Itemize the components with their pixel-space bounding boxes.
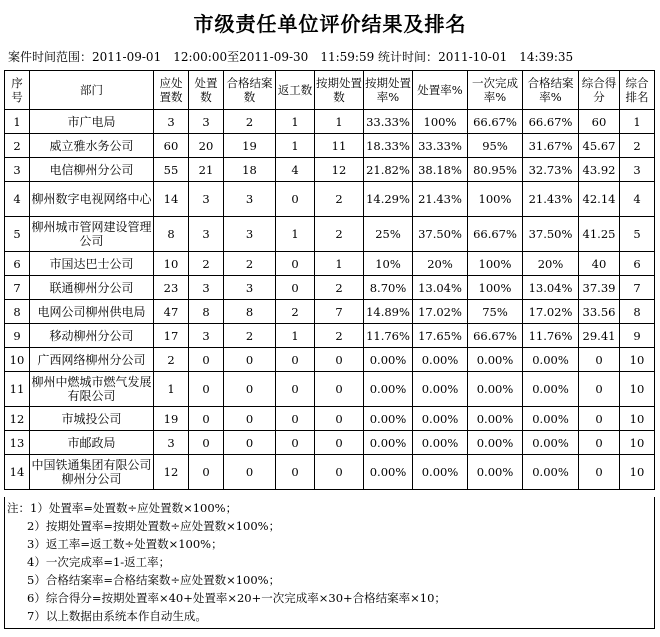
cell-rank: 10 <box>620 372 655 407</box>
cell-handle-rate: 100% <box>413 110 468 134</box>
cell-qualified-count: 8 <box>224 300 276 324</box>
cell-rank: 3 <box>620 158 655 182</box>
cell-rank: 1 <box>620 110 655 134</box>
report-title: 市级责任单位评价结果及排名 <box>193 12 467 36</box>
cell-first-rate: 75% <box>468 300 523 324</box>
cell-ontime: 0 <box>315 407 364 431</box>
cell-due: 1 <box>154 372 189 407</box>
cell-handled: 3 <box>189 182 224 217</box>
cell-rank: 8 <box>620 300 655 324</box>
cell-dept: 电网公司柳州供电局 <box>30 300 154 324</box>
table-row <box>5 182 655 217</box>
cell-ontime: 0 <box>315 431 364 455</box>
cell-dept: 中国铁通集团有限公司柳州分公司 <box>30 455 154 490</box>
cell-handle-rate: 20% <box>413 252 468 276</box>
cell-dept: 联通柳州分公司 <box>30 276 154 300</box>
cell-handled: 0 <box>189 372 224 407</box>
cell-rework: 0 <box>276 431 315 455</box>
cell-first-rate: 100% <box>468 252 523 276</box>
cell-ontime-rate: 18.33% <box>364 134 413 158</box>
table-row <box>5 431 655 455</box>
cell-score: 0 <box>579 431 620 455</box>
header-ontime: 按期处置数 <box>315 71 364 110</box>
cell-qualified-count: 2 <box>224 252 276 276</box>
cell-ontime-rate: 21.82% <box>364 158 413 182</box>
cell-score: 0 <box>579 455 620 490</box>
cell-rank: 7 <box>620 276 655 300</box>
cell-qualified-count: 0 <box>224 455 276 490</box>
cell-first-rate: 66.67% <box>468 324 523 348</box>
cell-ontime-rate: 0.00% <box>364 431 413 455</box>
cell-rank: 2 <box>620 134 655 158</box>
case-range-start: 2011-09-01 12:00:00 <box>92 50 228 64</box>
cell-handled: 20 <box>189 134 224 158</box>
cell-dept: 电信柳州分公司 <box>30 158 154 182</box>
notes-prefix: 注： <box>7 501 30 515</box>
cell-score: 37.39 <box>579 276 620 300</box>
cell-rework: 0 <box>276 372 315 407</box>
note-line: 7）以上数据由系统本作自动生成。 <box>27 609 207 623</box>
cell-qualified-rate: 31.67% <box>523 134 579 158</box>
cell-qualified-rate: 37.50% <box>523 217 579 252</box>
cell-due: 12 <box>154 455 189 490</box>
table-row <box>5 348 655 372</box>
table-row <box>5 217 655 252</box>
cell-qualified-rate: 13.04% <box>523 276 579 300</box>
cell-score: 45.67 <box>579 134 620 158</box>
cell-first-rate: 0.00% <box>468 348 523 372</box>
cell-rework: 0 <box>276 407 315 431</box>
table-row <box>5 276 655 300</box>
cell-handled: 0 <box>189 407 224 431</box>
table-row <box>5 110 655 134</box>
cell-ontime-rate: 0.00% <box>364 455 413 490</box>
cell-seq: 3 <box>5 158 30 182</box>
cell-ontime-rate: 11.76% <box>364 324 413 348</box>
cell-handled: 0 <box>189 348 224 372</box>
cell-qualified-rate: 0.00% <box>523 407 579 431</box>
cell-rework: 1 <box>276 134 315 158</box>
report-meta <box>8 48 658 65</box>
cell-seq: 1 <box>5 110 30 134</box>
cell-qualified-rate: 0.00% <box>523 431 579 455</box>
cell-due: 23 <box>154 276 189 300</box>
header-score: 综合得分 <box>579 71 620 110</box>
cell-score: 0 <box>579 348 620 372</box>
cell-qualified-rate: 17.02% <box>523 300 579 324</box>
cell-rework: 1 <box>276 217 315 252</box>
note-line <box>7 499 654 517</box>
cell-qualified-count: 2 <box>224 110 276 134</box>
cell-due: 60 <box>154 134 189 158</box>
cell-rank: 9 <box>620 324 655 348</box>
cell-handled: 3 <box>189 217 224 252</box>
cell-due: 10 <box>154 252 189 276</box>
cell-rank: 10 <box>620 407 655 431</box>
cell-handle-rate: 38.18% <box>413 158 468 182</box>
cell-first-rate: 0.00% <box>468 407 523 431</box>
cell-score: 40 <box>579 252 620 276</box>
cell-rework: 0 <box>276 348 315 372</box>
cell-ontime: 1 <box>315 252 364 276</box>
cell-due: 2 <box>154 348 189 372</box>
header-qualified-rate: 合格结案率% <box>523 71 579 110</box>
table-row <box>5 407 655 431</box>
cell-dept: 柳州中燃城市燃气发展有限公司 <box>30 372 154 407</box>
cell-rework: 0 <box>276 276 315 300</box>
cell-ontime-rate: 10% <box>364 252 413 276</box>
cell-qualified-rate: 66.67% <box>523 110 579 134</box>
cell-ontime: 2 <box>315 324 364 348</box>
cell-seq: 10 <box>5 348 30 372</box>
cell-handle-rate: 0.00% <box>413 455 468 490</box>
stat-time: 2011-10-01 14:39:35 <box>438 50 574 64</box>
cell-rework: 1 <box>276 110 315 134</box>
header-rework: 返工数 <box>276 71 315 110</box>
cell-dept: 广西网络柳州分公司 <box>30 348 154 372</box>
cell-handled: 0 <box>189 455 224 490</box>
cell-handled: 21 <box>189 158 224 182</box>
cell-due: 3 <box>154 431 189 455</box>
cell-ontime-rate: 0.00% <box>364 407 413 431</box>
cell-qualified-count: 19 <box>224 134 276 158</box>
cell-dept: 市国达巴士公司 <box>30 252 154 276</box>
cell-rank: 6 <box>620 252 655 276</box>
cell-due: 8 <box>154 217 189 252</box>
case-range-end: 2011-09-30 11:59:59 <box>239 50 375 64</box>
cell-dept: 移动柳州分公司 <box>30 324 154 348</box>
cell-handled: 0 <box>189 431 224 455</box>
cell-rework: 2 <box>276 300 315 324</box>
table-row <box>5 455 655 490</box>
header-due: 应处置数 <box>154 71 189 110</box>
cell-handle-rate: 0.00% <box>413 372 468 407</box>
cell-seq: 13 <box>5 431 30 455</box>
cell-rank: 10 <box>620 348 655 372</box>
notes-section <box>4 497 655 629</box>
table-row <box>5 158 655 182</box>
header-handle-rate: 处置率% <box>413 71 468 110</box>
cell-qualified-rate: 32.73% <box>523 158 579 182</box>
cell-rank: 4 <box>620 182 655 217</box>
cell-handle-rate: 0.00% <box>413 348 468 372</box>
header-ontime-rate: 按期处置率% <box>364 71 413 110</box>
cell-first-rate: 0.00% <box>468 431 523 455</box>
cell-due: 19 <box>154 407 189 431</box>
cell-first-rate: 80.95% <box>468 158 523 182</box>
cell-due: 14 <box>154 182 189 217</box>
cell-first-rate: 66.67% <box>468 110 523 134</box>
cell-ontime: 2 <box>315 217 364 252</box>
cell-score: 42.14 <box>579 182 620 217</box>
cell-dept: 市邮政局 <box>30 431 154 455</box>
cell-due: 55 <box>154 158 189 182</box>
cell-due: 3 <box>154 110 189 134</box>
cell-dept: 柳州城市管网建设管理公司 <box>30 217 154 252</box>
note-line: 6）综合得分=按期处置率×40+处置率×20+一次完成率×30+合格结案率×10； <box>27 591 446 605</box>
header-qualified-count: 合格结案数 <box>224 71 276 110</box>
table-header-row <box>5 71 655 110</box>
cell-ontime-rate: 8.70% <box>364 276 413 300</box>
table-row <box>5 134 655 158</box>
cell-handled: 8 <box>189 300 224 324</box>
cell-dept: 市广电局 <box>30 110 154 134</box>
cell-qualified-count: 0 <box>224 372 276 407</box>
cell-due: 47 <box>154 300 189 324</box>
cell-first-rate: 100% <box>468 276 523 300</box>
table-row <box>5 372 655 407</box>
cell-ontime-rate: 0.00% <box>364 372 413 407</box>
cell-handle-rate: 17.02% <box>413 300 468 324</box>
note-text: 1）处置率=处置数÷应处置数×100%； <box>30 501 238 515</box>
cell-handle-rate: 33.33% <box>413 134 468 158</box>
cell-ontime: 11 <box>315 134 364 158</box>
cell-score: 33.56 <box>579 300 620 324</box>
cell-ontime: 2 <box>315 276 364 300</box>
cell-first-rate: 66.67% <box>468 217 523 252</box>
cell-rank: 10 <box>620 431 655 455</box>
cell-score: 43.92 <box>579 158 620 182</box>
cell-ontime: 7 <box>315 300 364 324</box>
case-range-label: 案件时间范围： <box>8 50 93 64</box>
cell-qualified-count: 0 <box>224 407 276 431</box>
cell-ontime-rate: 14.89% <box>364 300 413 324</box>
cell-ontime: 0 <box>315 455 364 490</box>
cell-rank: 10 <box>620 455 655 490</box>
note-line: 3）返工率=返工数÷处置数×100%； <box>27 537 223 551</box>
cell-seq: 4 <box>5 182 30 217</box>
cell-seq: 12 <box>5 407 30 431</box>
header-rank: 综合排名 <box>620 71 655 110</box>
note-line: 4）一次完成率=1-返工率； <box>27 555 171 569</box>
table-row <box>5 252 655 276</box>
evaluation-table <box>4 70 655 490</box>
cell-handle-rate: 37.50% <box>413 217 468 252</box>
cell-ontime-rate: 33.33% <box>364 110 413 134</box>
table-row <box>5 300 655 324</box>
cell-first-rate: 100% <box>468 182 523 217</box>
cell-ontime: 0 <box>315 372 364 407</box>
cell-dept: 市城投公司 <box>30 407 154 431</box>
cell-handle-rate: 17.65% <box>413 324 468 348</box>
cell-due: 17 <box>154 324 189 348</box>
cell-handled: 2 <box>189 252 224 276</box>
cell-qualified-count: 0 <box>224 431 276 455</box>
cell-score: 0 <box>579 407 620 431</box>
cell-handled: 3 <box>189 276 224 300</box>
cell-rework: 0 <box>276 455 315 490</box>
cell-qualified-count: 3 <box>224 276 276 300</box>
header-dept: 部门 <box>30 71 154 110</box>
note-line: 5）合格结案率=合格结案数÷应处置数×100%； <box>27 573 281 587</box>
cell-qualified-count: 18 <box>224 158 276 182</box>
cell-rework: 0 <box>276 182 315 217</box>
cell-seq: 6 <box>5 252 30 276</box>
cell-handle-rate: 13.04% <box>413 276 468 300</box>
cell-qualified-rate: 21.43% <box>523 182 579 217</box>
cell-ontime: 0 <box>315 348 364 372</box>
cell-seq: 11 <box>5 372 30 407</box>
cell-qualified-count: 3 <box>224 182 276 217</box>
cell-rework: 4 <box>276 158 315 182</box>
cell-qualified-count: 3 <box>224 217 276 252</box>
cell-seq: 8 <box>5 300 30 324</box>
cell-seq: 9 <box>5 324 30 348</box>
cell-ontime: 2 <box>315 182 364 217</box>
cell-qualified-rate: 20% <box>523 252 579 276</box>
cell-handle-rate: 0.00% <box>413 431 468 455</box>
cell-ontime-rate: 0.00% <box>364 348 413 372</box>
header-seq: 序号 <box>5 71 30 110</box>
note-line: 2）按期处置率=按期处置数÷应处置数×100%； <box>27 519 281 533</box>
cell-first-rate: 0.00% <box>468 455 523 490</box>
cell-handle-rate: 21.43% <box>413 182 468 217</box>
cell-handle-rate: 0.00% <box>413 407 468 431</box>
cell-seq: 7 <box>5 276 30 300</box>
cell-ontime-rate: 14.29% <box>364 182 413 217</box>
cell-dept: 威立雅水务公司 <box>30 134 154 158</box>
cell-seq: 5 <box>5 217 30 252</box>
stat-time-label: 统计时间： <box>378 50 439 64</box>
cell-rework: 0 <box>276 252 315 276</box>
cell-seq: 2 <box>5 134 30 158</box>
cell-ontime: 1 <box>315 110 364 134</box>
cell-qualified-rate: 11.76% <box>523 324 579 348</box>
cell-qualified-rate: 0.00% <box>523 372 579 407</box>
cell-dept: 柳州数字电视网络中心 <box>30 182 154 217</box>
cell-qualified-rate: 0.00% <box>523 348 579 372</box>
cell-handled: 3 <box>189 110 224 134</box>
cell-ontime: 12 <box>315 158 364 182</box>
cell-qualified-count: 2 <box>224 324 276 348</box>
cell-score: 0 <box>579 372 620 407</box>
cell-score: 60 <box>579 110 620 134</box>
cell-qualified-count: 0 <box>224 348 276 372</box>
case-range-to: 至 <box>227 50 240 64</box>
cell-score: 41.25 <box>579 217 620 252</box>
cell-seq: 14 <box>5 455 30 490</box>
header-handled: 处置数 <box>189 71 224 110</box>
cell-handled: 3 <box>189 324 224 348</box>
cell-ontime-rate: 25% <box>364 217 413 252</box>
cell-first-rate: 95% <box>468 134 523 158</box>
cell-rework: 1 <box>276 324 315 348</box>
cell-qualified-rate: 0.00% <box>523 455 579 490</box>
cell-first-rate: 0.00% <box>468 372 523 407</box>
table-row <box>5 324 655 348</box>
cell-rank: 5 <box>620 217 655 252</box>
header-first-rate: 一次完成率% <box>468 71 523 110</box>
cell-score: 29.41 <box>579 324 620 348</box>
